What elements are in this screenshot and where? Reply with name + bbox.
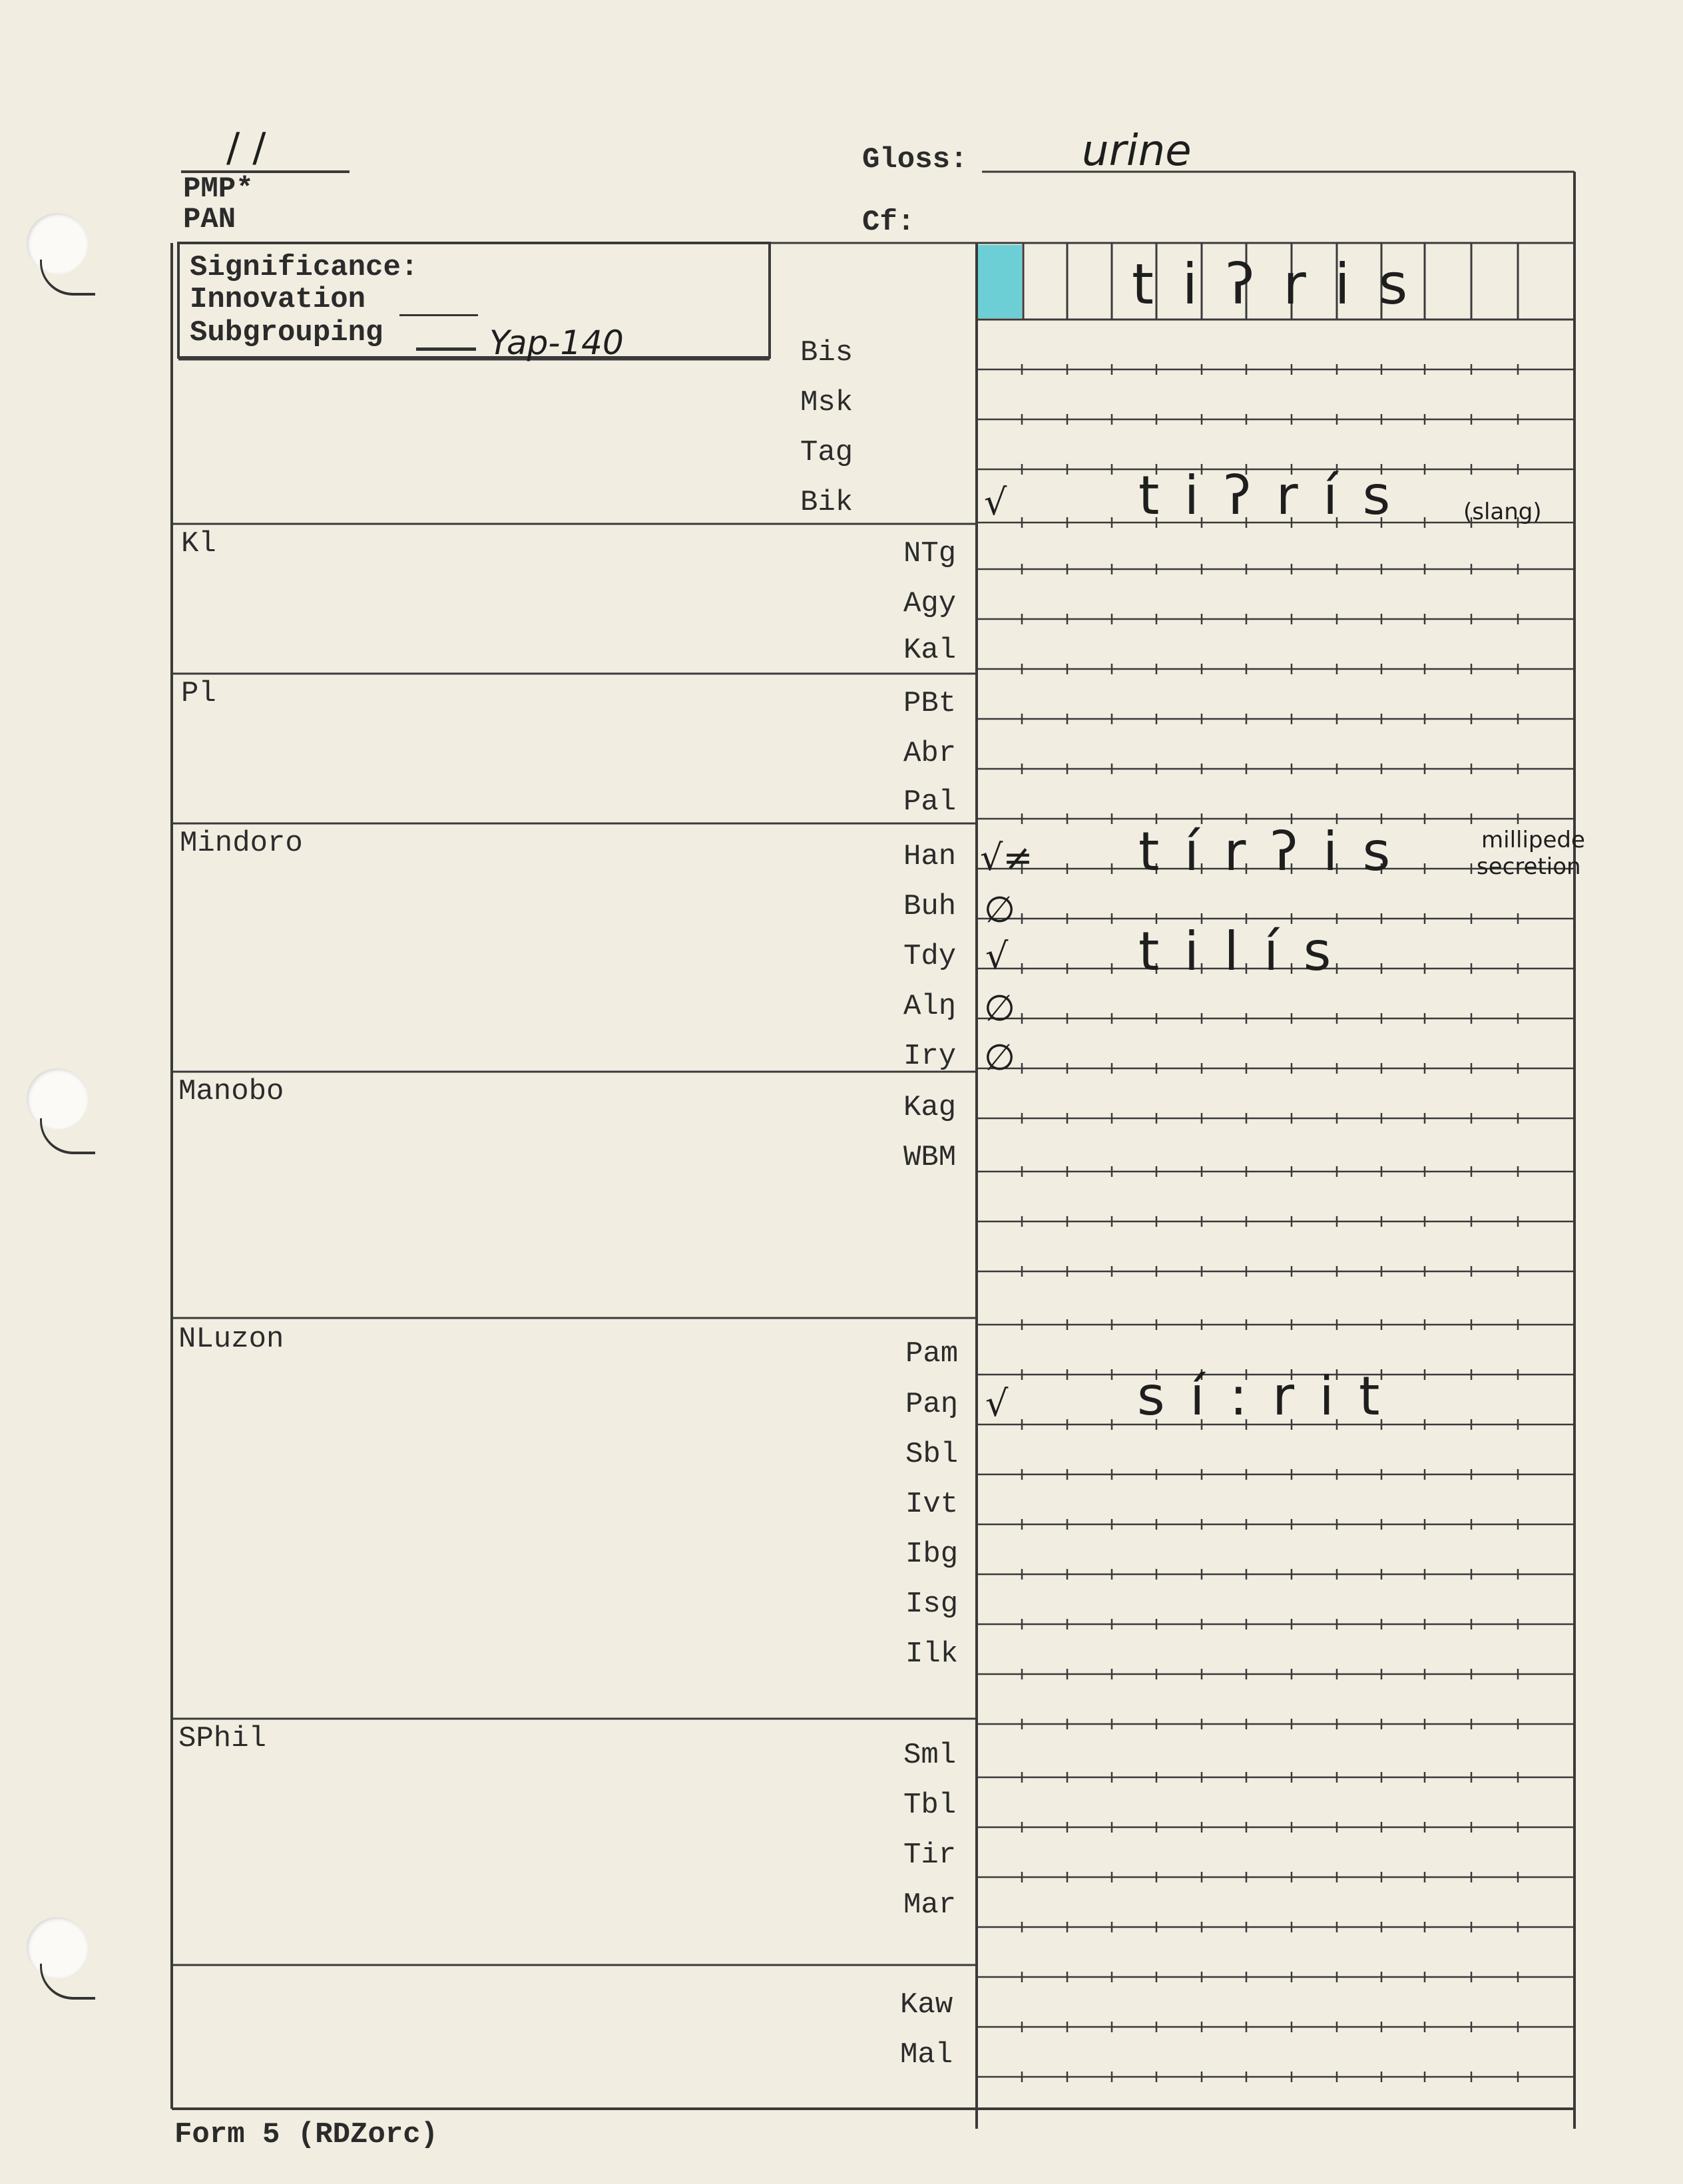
gloss-label: Gloss: [862, 143, 968, 176]
lang-iry: Iry [903, 1040, 957, 1073]
header-slashes: / / [226, 124, 266, 171]
lang-tbl: Tbl [903, 1789, 957, 1822]
lang-sml: Sml [903, 1739, 957, 1772]
innovation-blank [399, 314, 478, 316]
han-mark: √≠ [980, 837, 1033, 879]
lang-mar: Mar [903, 1888, 957, 1922]
innovation-label: Innovation [190, 283, 366, 316]
lang-aln: Alŋ [903, 990, 957, 1023]
pan-mark: √ [985, 1383, 1009, 1424]
subgrouping-blank [416, 347, 476, 351]
bik-note: (slang) [1463, 499, 1542, 525]
lang-buh: Buh [903, 890, 957, 923]
buh-mark: ∅ [984, 889, 1016, 931]
lang-tag: Tag [800, 436, 853, 469]
han-form: t í r ʔ i s [1138, 821, 1395, 883]
lang-bis: Bis [800, 336, 853, 369]
tdy-mark: √ [985, 935, 1009, 977]
lang-ivt: Ivt [905, 1488, 959, 1521]
subgrouping-value: Yap-140 [489, 324, 624, 362]
lang-msk: Msk [800, 386, 853, 419]
tdy-form: t i l í s [1138, 921, 1335, 983]
lang-abr: Abr [903, 737, 957, 770]
han-note-2: secretion [1477, 853, 1581, 880]
group-mindoro: Mindoro [180, 827, 303, 860]
pan-form: s í : r i t [1137, 1365, 1384, 1427]
han-note-1: millipede [1481, 827, 1585, 853]
lang-pan: Paŋ [905, 1388, 959, 1421]
form-footer: Form 5 (RDZorc) [174, 2118, 439, 2151]
lang-pal: Pal [903, 785, 957, 819]
subgrouping-label: Subgrouping [190, 316, 383, 349]
proto-form: t i ʔ r i s [1132, 252, 1413, 317]
cf-label: Cf: [862, 206, 915, 239]
iry-mark: ∅ [984, 1036, 1016, 1078]
group-manobo: Manobo [178, 1075, 284, 1108]
pmp-label: PMP* [183, 172, 254, 206]
lang-isg: Isg [905, 1588, 959, 1621]
lang-mal: Mal [900, 2038, 953, 2072]
group-kl: Kl [181, 527, 216, 560]
lang-tdy: Tdy [903, 940, 957, 973]
significance-title: Significance: [190, 251, 419, 284]
lang-kaw: Kaw [900, 1988, 953, 2022]
aln-mark: ∅ [984, 987, 1016, 1029]
lang-ilk: Ilk [905, 1638, 959, 1671]
group-pl: Pl [181, 677, 216, 710]
lang-ibg: Ibg [905, 1538, 959, 1571]
lang-agy: Agy [903, 587, 957, 620]
lang-wbm: WBM [903, 1141, 957, 1174]
lang-sbl: Sbl [905, 1438, 959, 1471]
lang-tir: Tir [903, 1839, 957, 1872]
lang-han: Han [903, 840, 957, 873]
group-sphil: SPhil [178, 1722, 267, 1755]
lang-pam: Pam [905, 1337, 959, 1371]
lang-ntg: NTg [903, 537, 957, 570]
gloss-value: urine [1082, 126, 1192, 176]
group-nluzon: NLuzon [178, 1323, 284, 1356]
lang-kal: Kal [903, 634, 957, 667]
bik-mark: √ [984, 481, 1007, 523]
pan-label: PAN [183, 203, 236, 236]
lang-pbt: PBt [903, 687, 957, 720]
lang-kag: Kag [903, 1091, 957, 1124]
lang-bik: Bik [800, 486, 853, 519]
bik-form: t i ʔ r í s [1138, 465, 1395, 527]
